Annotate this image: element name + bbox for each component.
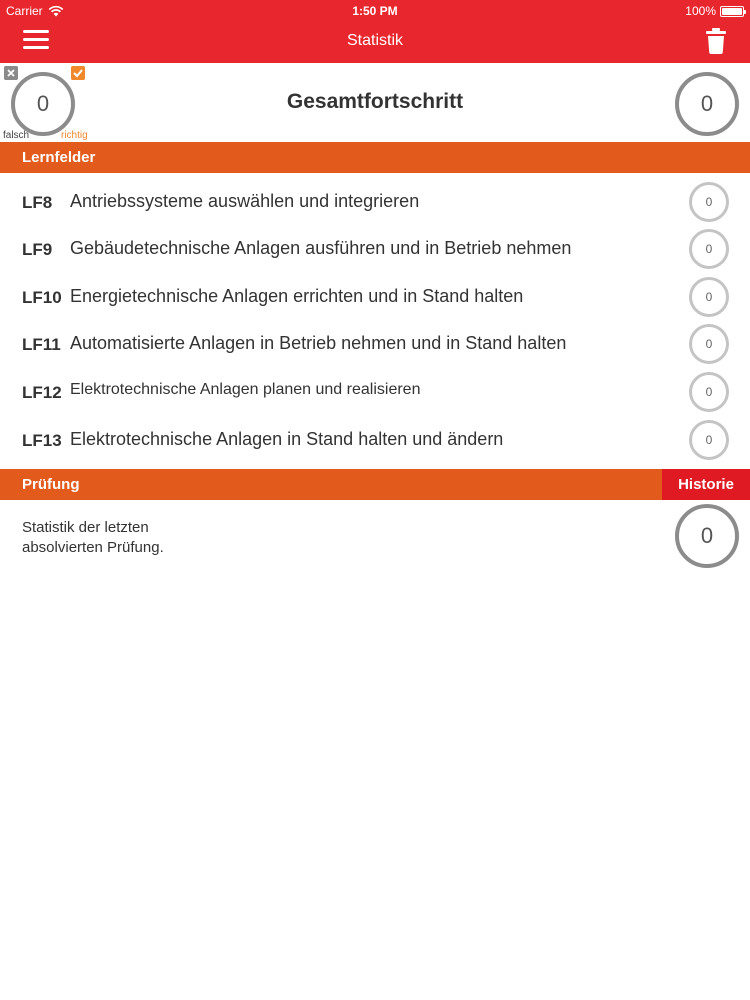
- navigation-bar: [0, 22, 750, 63]
- lernfeld-name: Elektrotechnische Anlagen planen und realisieren: [70, 381, 421, 398]
- lernfeld-row-lf8[interactable]: [0, 179, 750, 226]
- clock: 1:50 PM: [352, 4, 398, 18]
- lernfeld-progress-ring: [689, 420, 729, 460]
- exam-description: [22, 518, 164, 558]
- lernfeld-name: Antriebssysteme auswählen und integrieren: [70, 191, 420, 211]
- lernfeld-code: LF9: [22, 240, 53, 259]
- lernfeld-progress-value: 0: [705, 337, 713, 351]
- falsch-label: falsch: [3, 130, 30, 141]
- carrier-label: Carrier: [6, 4, 43, 18]
- trash-icon[interactable]: [706, 28, 726, 54]
- lernfelder-header: [0, 142, 750, 173]
- battery-indicator: [685, 4, 744, 18]
- richtig-label: richtig: [61, 130, 88, 141]
- pruefung-header-label: Prüfung: [22, 476, 80, 493]
- status-bar: [0, 0, 750, 22]
- lernfeld-name: Energietechnische Anlagen errichten und in Stand halten: [70, 286, 524, 306]
- lernfeld-name: Gebäudetechnische Anlagen ausführen und in Betrieb nehmen: [70, 238, 572, 258]
- lernfeld-name: Automatisierte Anlagen in Betrieb nehmen und in Stand halten: [70, 333, 567, 353]
- lernfeld-row-lf11[interactable]: [0, 321, 750, 368]
- x-box-icon: [4, 66, 18, 80]
- lernfeld-code: LF11: [22, 335, 61, 354]
- lernfeld-progress-ring: [689, 182, 729, 222]
- exam-description-line1: Statistik der letzten: [22, 519, 149, 536]
- lernfeld-row-lf13[interactable]: [0, 417, 750, 464]
- lernfeld-progress-value: 0: [705, 433, 713, 447]
- lernfeld-code: LF10: [22, 288, 62, 307]
- lernfeld-progress-value: 0: [705, 290, 713, 304]
- pruefung-header: [0, 469, 750, 500]
- overall-progress-ring: [675, 72, 739, 136]
- lernfeld-row-lf12[interactable]: [0, 369, 750, 416]
- lernfeld-row-lf10[interactable]: [0, 274, 750, 321]
- exam-description-line2: absolvierten Prüfung.: [22, 539, 164, 556]
- overall-title: Gesamtfortschritt: [286, 90, 464, 113]
- lernfelder-header-label: Lernfelder: [22, 149, 96, 166]
- lernfeld-progress-ring: [689, 324, 729, 364]
- historie-button[interactable]: Historie: [662, 469, 750, 500]
- wrong-answers-value: 0: [36, 91, 50, 116]
- exam-progress-value: 0: [700, 523, 714, 548]
- exam-progress-ring: [675, 504, 739, 568]
- page-title: Statistik: [346, 32, 403, 49]
- lernfeld-progress-ring: [689, 277, 729, 317]
- lernfeld-progress-value: 0: [705, 195, 713, 209]
- overall-progress-value: 0: [700, 91, 714, 116]
- checkbox-checked-icon: [71, 66, 85, 80]
- lernfeld-row-lf9[interactable]: [0, 226, 750, 273]
- lernfeld-progress-value: 0: [705, 385, 713, 399]
- battery-icon: [720, 6, 744, 17]
- lernfeld-progress-ring: [689, 229, 729, 269]
- lernfeld-code: LF8: [22, 193, 53, 212]
- lernfeld-name: Elektrotechnische Anlagen in Stand halten und ändern: [70, 429, 504, 449]
- lernfeld-progress-value: 0: [705, 242, 713, 256]
- battery-percent: 100%: [685, 4, 716, 18]
- lernfeld-code: LF12: [22, 383, 62, 402]
- lernfeld-code: LF13: [22, 431, 62, 450]
- lernfeld-progress-ring: [689, 372, 729, 412]
